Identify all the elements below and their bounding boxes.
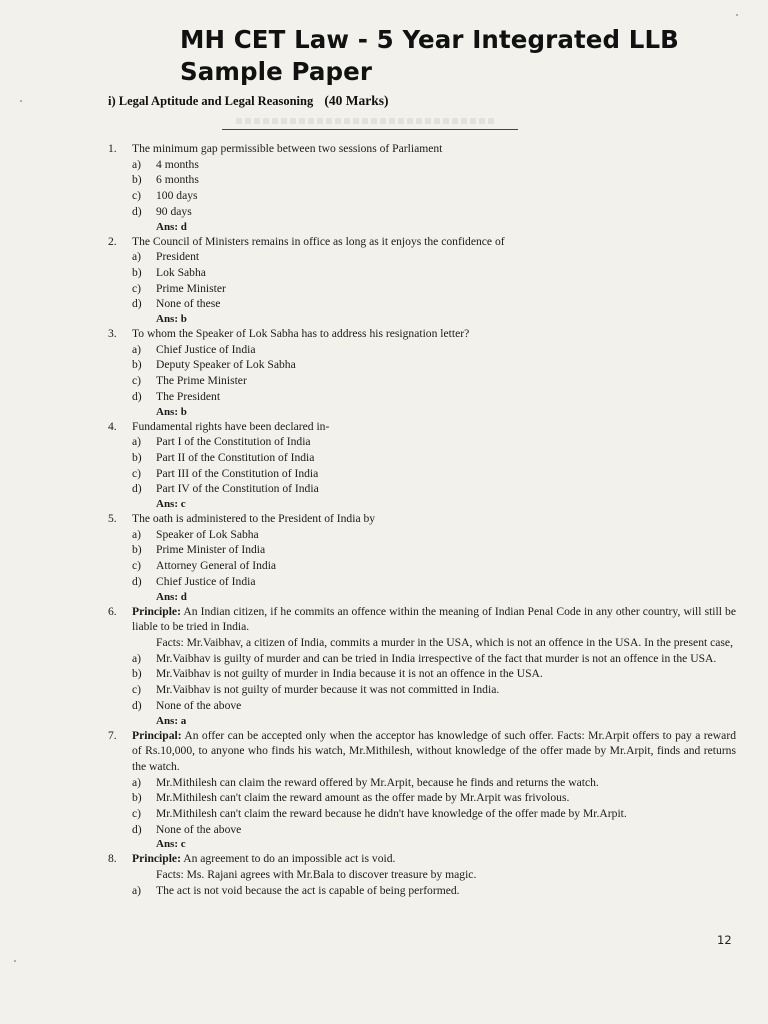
question-text: To whom the Speaker of Lok Sabha has to address his resignation letter? bbox=[132, 327, 470, 341]
option bbox=[0, 296, 768, 312]
question-number: 4. bbox=[108, 419, 117, 433]
option-letter: d) bbox=[132, 574, 142, 588]
question-number: 2. bbox=[108, 234, 117, 248]
question-number: 7. bbox=[108, 728, 117, 742]
option-text: Chief Justice of India bbox=[156, 342, 256, 356]
option-letter: a) bbox=[132, 883, 142, 897]
page-number: 12 bbox=[717, 933, 732, 947]
option-letter: d) bbox=[132, 297, 142, 311]
facts-text: Facts: Ms. Rajani agrees with Mr.Bala to discover treasure by magic. bbox=[156, 868, 477, 882]
option-text: Part II of the Constitution of India bbox=[156, 450, 315, 464]
option bbox=[0, 822, 768, 838]
option-text: The act is not void because the act is capable of being performed. bbox=[156, 883, 460, 897]
question-3 bbox=[0, 326, 768, 419]
option bbox=[0, 265, 768, 281]
option-text: Part I of the Constitution of India bbox=[156, 435, 311, 449]
section-marks: (40 Marks) bbox=[324, 93, 389, 108]
option-text: Speaker of Lok Sabha bbox=[156, 527, 259, 541]
question-7 bbox=[0, 728, 768, 852]
option-letter: a) bbox=[132, 250, 142, 264]
heading-underline bbox=[222, 129, 518, 130]
option-letter: b) bbox=[132, 791, 142, 805]
option-letter: a) bbox=[132, 775, 142, 789]
question-5 bbox=[0, 511, 768, 604]
faded-subheading-artifact bbox=[236, 118, 496, 124]
option-text: Attorney General of India bbox=[156, 559, 277, 573]
option-letter: c) bbox=[132, 559, 142, 573]
option-text: Chief Justice of India bbox=[156, 574, 256, 588]
page-title: MH CET Law - 5 Year Integrated LLB Sample Paper bbox=[180, 25, 679, 86]
option bbox=[0, 357, 768, 373]
question-text: An Indian citizen, if he commits an offence within the meaning of Indian Penal Code in any other country, will still be liable to be tried in India. bbox=[132, 604, 736, 634]
answer-key: Ans: a bbox=[156, 714, 187, 727]
option-text: Mr.Mithilesh can't claim the reward because he didn't have knowledge of the offer made by Mr.Arpit. bbox=[156, 807, 627, 821]
option-text: Deputy Speaker of Lok Sabha bbox=[156, 358, 296, 372]
option-text: The Prime Minister bbox=[156, 374, 247, 388]
section-heading bbox=[108, 93, 389, 109]
option-letter: d) bbox=[132, 698, 142, 712]
option-letter: d) bbox=[132, 822, 142, 836]
option-text: Mr.Vaibhav is not guilty of murder because it was not committed in India. bbox=[156, 683, 500, 697]
option-letter: b) bbox=[132, 265, 142, 279]
question-text: An offer can be accepted only when the acceptor has knowledge of such offer. Facts: Mr.Arpit offers to pay a reward of Rs.10,000, to anyone who finds his watch, Mr.Mithilesh, without knowledge of the offer made by Mr.Arpit, finds and returns the watch. bbox=[132, 728, 736, 773]
option-text: None of the above bbox=[156, 822, 242, 836]
principle-label: Principle: bbox=[132, 604, 181, 618]
option-letter: c) bbox=[132, 807, 142, 821]
option bbox=[0, 450, 768, 466]
option-text: 100 days bbox=[156, 189, 198, 203]
option-letter: d) bbox=[132, 204, 142, 218]
question-text: The Council of Ministers remains in office as long as it enjoys the confidence of bbox=[132, 234, 505, 248]
question-4 bbox=[0, 419, 768, 512]
question-number: 1. bbox=[108, 142, 117, 155]
option bbox=[0, 806, 768, 822]
facts-text: Facts: Mr.Vaibhav, a citizen of India, commits a murder in the USA, which is not an offence in the USA. In the present case, bbox=[156, 635, 733, 649]
question-8 bbox=[0, 851, 768, 898]
option-letter: b) bbox=[132, 543, 142, 557]
question-number: 8. bbox=[108, 852, 117, 866]
option-letter: b) bbox=[132, 667, 142, 681]
option bbox=[0, 698, 768, 714]
question-text: Fundamental rights have been declared in- bbox=[132, 419, 330, 433]
option-letter: b) bbox=[132, 450, 142, 464]
option bbox=[0, 157, 768, 173]
option bbox=[0, 281, 768, 297]
option-text: Mr.Mithilesh can't claim the reward amount as the offer made by Mr.Arpit was frivolous. bbox=[156, 791, 570, 805]
scan-speck bbox=[736, 14, 738, 16]
option-letter: d) bbox=[132, 482, 142, 496]
option-text: Prime Minister bbox=[156, 281, 226, 295]
principle-label: Principal: bbox=[132, 728, 182, 742]
option bbox=[0, 651, 768, 667]
question-number: 3. bbox=[108, 327, 117, 341]
option bbox=[0, 434, 768, 450]
option-letter: c) bbox=[132, 466, 142, 480]
principle-label: Principle: bbox=[132, 852, 181, 866]
option-text: Lok Sabha bbox=[156, 265, 206, 279]
option-letter: a) bbox=[132, 342, 142, 356]
option-letter: b) bbox=[132, 358, 142, 372]
option bbox=[0, 682, 768, 698]
option-letter: c) bbox=[132, 189, 142, 203]
question-text: An agreement to do an impossible act is void. bbox=[183, 852, 396, 866]
option-text: President bbox=[156, 250, 200, 264]
answer-key: Ans: d bbox=[156, 220, 187, 233]
option-letter: c) bbox=[132, 683, 142, 697]
option bbox=[0, 172, 768, 188]
option-text: Mr.Vaibhav is not guilty of murder in India because it is not an offence in the USA. bbox=[156, 667, 543, 681]
question-1 bbox=[0, 141, 768, 234]
option bbox=[0, 466, 768, 482]
option bbox=[0, 389, 768, 405]
option-text: Part III of the Constitution of India bbox=[156, 466, 319, 480]
option-letter: a) bbox=[132, 157, 142, 171]
option bbox=[0, 188, 768, 204]
option bbox=[0, 883, 768, 899]
option bbox=[0, 204, 768, 220]
answer-key: Ans: c bbox=[156, 498, 186, 511]
option-text: Mr.Vaibhav is guilty of murder and can be tried in India irrespective of the fact that murder is not an offence in the USA. bbox=[156, 651, 717, 665]
option-text: The President bbox=[156, 389, 221, 403]
question-6 bbox=[0, 604, 768, 728]
option bbox=[0, 558, 768, 574]
option bbox=[0, 666, 768, 682]
question-number: 6. bbox=[108, 604, 117, 618]
option bbox=[0, 527, 768, 543]
option-text: None of the above bbox=[156, 698, 242, 712]
question-text: The oath is administered to the President of India by bbox=[132, 512, 376, 526]
option-letter: c) bbox=[132, 281, 142, 295]
option-letter: b) bbox=[132, 173, 142, 187]
option-letter: c) bbox=[132, 374, 142, 388]
option bbox=[0, 342, 768, 358]
option bbox=[0, 790, 768, 806]
option-letter: a) bbox=[132, 435, 142, 449]
option bbox=[0, 373, 768, 389]
question-text: The minimum gap permissible between two sessions of Parliament bbox=[132, 142, 443, 155]
option-text: None of these bbox=[156, 297, 221, 311]
option bbox=[0, 574, 768, 590]
option bbox=[0, 775, 768, 791]
option-letter: d) bbox=[132, 389, 142, 403]
option-letter: a) bbox=[132, 527, 142, 541]
option-text: Mr.Mithilesh can claim the reward offered by Mr.Arpit, because he finds and returns the watch. bbox=[156, 775, 599, 789]
option-text: 4 months bbox=[156, 157, 199, 171]
option bbox=[0, 249, 768, 265]
answer-key: Ans: d bbox=[156, 590, 187, 603]
option-text: 90 days bbox=[156, 204, 192, 218]
option-text: 6 months bbox=[156, 173, 199, 187]
question-2 bbox=[0, 234, 768, 327]
answer-key: Ans: b bbox=[156, 405, 187, 418]
option-letter: a) bbox=[132, 651, 142, 665]
answer-key: Ans: b bbox=[156, 313, 187, 326]
option bbox=[0, 542, 768, 558]
question-list bbox=[0, 141, 768, 899]
question-number: 5. bbox=[108, 512, 117, 526]
section-heading-text: i) Legal Aptitude and Legal Reasoning bbox=[108, 94, 314, 108]
scan-speck bbox=[14, 960, 16, 962]
answer-key: Ans: c bbox=[156, 838, 186, 851]
option-text: Part IV of the Constitution of India bbox=[156, 482, 319, 496]
option-text: Prime Minister of India bbox=[156, 543, 266, 557]
scan-speck bbox=[20, 100, 22, 102]
option bbox=[0, 481, 768, 497]
